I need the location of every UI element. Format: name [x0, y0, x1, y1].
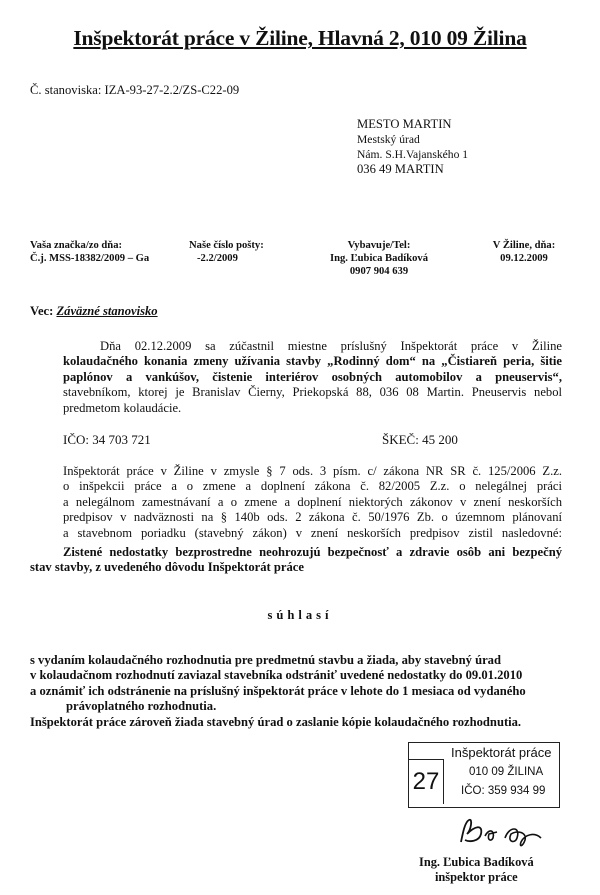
- subject-prefix: Vec:: [30, 304, 57, 318]
- paragraph-line: predpisov v nadväznosti na § 140b ods. 2 zákona č. 50/1976 Zb. o územnom plánovaní: [63, 510, 562, 525]
- handwritten-signature: [455, 812, 550, 854]
- meta-vasa-label: Vaša značka/zo dňa:: [30, 240, 123, 251]
- paragraph-line: o inšpekcii práce a o zmene a doplnení zákona č. 82/2005 Z.z. o nelegálnej práci: [63, 479, 562, 494]
- stamp-line: Inšpektorát práce: [451, 745, 552, 760]
- paragraph-line: právoplatného rozhodnutia.: [66, 699, 217, 714]
- document-title: Inšpektorát práce v Žiline, Hlavná 2, 010 09 Žilina: [73, 26, 527, 50]
- paragraph-line: a oznámiť ich odstránenie na príslušný inšpektorát práce v lehote do 1 mesiaca od vydaného: [30, 683, 526, 698]
- paragraph-line: v kolaudačnom rozhodnutí zaviazal stavebníka odstrániť uvedené nedostatky do 09.01.2010: [30, 668, 523, 683]
- meta-vasa: [30, 239, 149, 265]
- paragraph-intro: [63, 339, 562, 416]
- recipient-address: [357, 117, 468, 177]
- paragraph-finding: [30, 545, 562, 576]
- meta-nase: [189, 239, 264, 265]
- paragraph-decision: [30, 653, 570, 730]
- meta-vybavuje-tel: 0907 904 639: [349, 266, 409, 277]
- meta-vybavuje-label: Vybavuje/Tel:: [347, 240, 411, 251]
- paragraph-line: Inšpektorát práce zároveň žiada stavebný úrad o zaslanie kópie kolaudačného rozhodnutia.: [30, 714, 522, 729]
- paragraph-line: kolaudačného konania zmeny užívania stavby „Rodinný dom“ na „Čistiareň peria, šitie: [63, 354, 562, 369]
- stamp-line: IČO: 359 934 99: [461, 785, 546, 797]
- decision-word: súhlasí: [267, 608, 333, 622]
- paragraph-line: stavebníkom, ktorej je Branislav Čierny, Priekopská 88, 036 08 Martin. Pneuservis nebol: [63, 385, 562, 400]
- meta-nase-label: Naše číslo pošty:: [189, 240, 264, 251]
- recipient-line: Nám. S.H.Vajanského 1: [357, 148, 469, 161]
- paragraph-line: stav stavby, z uvedeného dôvodu Inšpektorát práce: [30, 560, 304, 575]
- stamp-line: 010 09 ŽILINA: [469, 766, 544, 778]
- paragraph-line: Zistené nedostatky bezprostredne neohrozujú bezpečnosť a zdravie osôb ani bezpečný: [63, 545, 562, 559]
- paragraph-legal: [63, 464, 562, 541]
- meta-date-label: V Žiline, dňa:: [492, 240, 556, 251]
- meta-date-value: 09.12.2009: [500, 253, 548, 264]
- reference-number: Č. stanoviska: IZA-93-27-2.2/ZS-C22-09: [30, 83, 240, 97]
- ico-number: IČO: 34 703 721: [63, 432, 151, 447]
- meta-nase-value: -2.2/2009: [197, 253, 238, 264]
- meta-vybavuje-name: Ing. Ľubica Badíková: [329, 253, 429, 264]
- official-stamp: [408, 742, 560, 808]
- paragraph-line: Dňa 02.12.2009 sa zúčastnil miestne príslušný Inšpektorát práce v Žiline: [100, 339, 562, 353]
- signatory-role: inšpektor práce: [434, 870, 518, 884]
- paragraph-line: predmetom kolaudácie.: [63, 400, 182, 415]
- paragraph-line: s vydaním kolaudačného rozhodnutia pre predmetnú stavbu a žiada, aby stavebný úrad: [30, 653, 501, 667]
- recipient-line: MESTO MARTIN: [357, 117, 452, 131]
- skec-number: ŠKEČ: 45 200: [382, 432, 458, 447]
- signatory-name: Ing. Ľubica Badíková: [419, 855, 534, 869]
- recipient-line: Mestský úrad: [357, 133, 420, 146]
- subject-text: Záväzné stanovisko: [56, 304, 158, 318]
- meta-vybavuje: [315, 239, 443, 278]
- recipient-line: 036 49 MARTIN: [357, 162, 444, 176]
- paragraph-line: Inšpektorát práce v Žiline v zmysle § 7 ods. 3 písm. c/ zákona NR SR č. 125/2006 Z.z.: [63, 464, 562, 478]
- paragraph-line: a stavebnom poriadku (stavebný zákon) v znení neskorších predpisov zistil nasledovné:: [63, 525, 562, 540]
- paragraph-line: paplónov a vankúšov, čistenie interiérov osobných automobilov a pneuservis“,: [63, 369, 562, 384]
- subject-line: [30, 304, 158, 319]
- signatory: [419, 855, 534, 885]
- stamp-text: [451, 745, 559, 799]
- paragraph-line: a nelegálnom zamestnávaní a o zmene a doplnení niektorých zákonov v znení neskorších: [63, 494, 562, 509]
- stamp-number: 27: [409, 759, 444, 804]
- meta-vasa-value: Č.j. MSS-18382/2009 – Ga: [30, 253, 150, 264]
- meta-date: [484, 239, 564, 265]
